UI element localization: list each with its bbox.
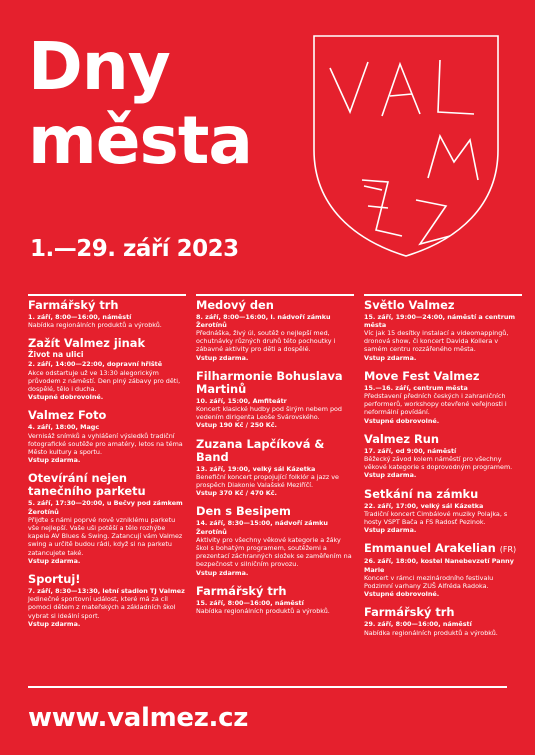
event-description: Vernisáž snímků a vyhlášení výsledků tradiční fotografické soutěže pro amatéry, letos na téma Město kultury a sportu.: [28, 431, 183, 457]
event-when: 17. září, od 9:00, náměstí: [364, 446, 457, 455]
event-title-text: Farmářský trh: [28, 297, 119, 312]
event-title-note: (FR): [499, 545, 517, 555]
event-title-text: Zuzana Lapčíková & Band: [196, 436, 325, 464]
event-title: [196, 370, 354, 396]
event-item: [28, 409, 186, 464]
event-description: Aktivity pro všechny věkové kategorie a žáky škol s bohatým programem, soutěžemi a prezentací záchranných složek se zaměřením na bezpečnost v silničním provozu.: [196, 535, 352, 569]
event-when: 2. září, 14:00—22:00, dopravní hřiště: [28, 360, 163, 369]
event-title: [28, 573, 186, 586]
event-title: [364, 542, 522, 556]
event-title-text: Světlo Valmez: [364, 297, 455, 312]
event-when: 14. září, 8:30—15:00, nádvoří zámku Žerotínů: [196, 519, 328, 536]
event-when: 26. září, 18:00, kostel Nanebevzetí Panny Marie: [364, 557, 514, 574]
event-title: [196, 299, 354, 312]
event-title-text: Farmářský trh: [364, 605, 455, 620]
event-title: [28, 337, 186, 350]
event-description: Nabídka regionálních produktů a výrobků.: [196, 606, 330, 615]
event-entry: Vstup zdarma.: [364, 526, 417, 535]
event-title-text: Filharmonie Bohuslava Martinů: [196, 368, 343, 396]
title-line-2: města: [28, 102, 252, 179]
event-title-text: Valmez Run: [364, 431, 439, 446]
event-title: [364, 370, 522, 383]
event-description: Koncert klasické hudby pod širým nebem pod vedením dirigenta Leoše Svárovského.: [196, 404, 342, 422]
event-when: 8. září, 8:00—16:00, I. nádvoří zámku Žerotínů: [196, 312, 331, 329]
event-title: [364, 488, 522, 501]
event-entry: Vstup zdarma.: [196, 568, 249, 577]
event-when: 13. září, 19:00, velký sál Kázetka: [196, 464, 316, 473]
event-when: 22. září, 17:00, velký sál Kázetka: [364, 501, 484, 510]
event-description: Jedinečné sportovní událost, které má za cíl pomoci dětem z mateřských a základních škol vybrat si ideální sport.: [28, 595, 176, 620]
event-item: [364, 299, 522, 362]
event-description: Běžecký závod kolem náměstí pro všechny věkové kategorie s doprovodným programem.: [364, 454, 513, 472]
event-title-text: Move Fest Valmez: [364, 368, 480, 383]
event-entry: Vstup zdarma.: [28, 619, 81, 628]
event-item: [364, 370, 522, 425]
event-title-text: Zažít Valmez jinak: [28, 335, 146, 350]
event-title-text: Otevírání nejen tanečního parketu: [28, 471, 146, 499]
event-description: Nabídka regionálních produktů a výrobků.: [364, 628, 498, 637]
event-description: Víc jak 15 desítky instalací a videomappingů, dronová show, či koncert Davida Kollera v samém centru rozzářeného města.: [364, 328, 509, 354]
event-item: [28, 337, 186, 402]
event-item: [196, 585, 354, 615]
event-entry: Vstup zdarma.: [196, 353, 249, 362]
event-entry: Vstupné dobrovolné.: [364, 416, 440, 425]
event-item: [196, 370, 354, 430]
event-title-text: Emmanuel Arakelian: [364, 541, 496, 556]
event-title-text: Valmez Foto: [28, 408, 107, 423]
event-when: 15.—16. září, centrum města: [364, 383, 468, 392]
event-item: [364, 488, 522, 535]
program-column-3: [364, 294, 522, 645]
event-title-text: Farmářský trh: [196, 583, 287, 598]
event-description: Benefiční koncert propojující folklór a jazz ve prospěch Diakonie Valašské Meziříčí.: [196, 472, 339, 489]
event-item: [28, 472, 186, 565]
event-title: [28, 472, 186, 498]
event-when: 15. září, 19:00—24:00, náměstí a centrum města: [364, 312, 516, 329]
website-link[interactable]: www.valmez.cz: [28, 703, 249, 733]
event-entry: Vstupné dobrovolné.: [364, 590, 440, 599]
valmez-crest-logo: [308, 30, 504, 262]
event-dates: 1.—29. září 2023: [30, 236, 239, 262]
event-description: Představení předních českých i zahraničních performerů, workshopy otevřené veřejnosti i neformální povídání.: [364, 391, 507, 417]
event-when: 10. září, 15:00, Amfiteátr: [196, 396, 287, 405]
event-entry: Vstup 370 Kč / 470 Kč.: [196, 489, 277, 498]
event-entry: Vstup zdarma.: [364, 471, 417, 480]
event-entry: Vstup zdarma.: [364, 353, 417, 362]
event-item: [364, 433, 522, 480]
event-item: [196, 299, 354, 362]
event-title: [28, 409, 186, 422]
event-item: [364, 606, 522, 636]
event-subtitle: Život na ulici: [28, 349, 84, 359]
page-title: [28, 30, 252, 178]
event-title-text: Medový den: [196, 297, 274, 312]
event-item: [28, 299, 186, 329]
event-title-text: Setkání na zámku: [364, 486, 479, 501]
event-title: [28, 299, 186, 312]
event-item: [196, 505, 354, 576]
event-when: 5. září, 17:30—20:00, u Bečvy pod zámkem Žerotínů: [28, 499, 183, 516]
event-title: [196, 585, 354, 598]
event-entry: Vstup zdarma.: [28, 556, 81, 565]
event-description: Tradiční koncert Cimbálové muziky Polajka, s hosty VSPT Bača a FS Radosť Pezinok.: [364, 509, 508, 526]
event-entry: Vstup zdarma.: [28, 456, 81, 465]
event-title: [364, 299, 522, 312]
event-title-text: Den s Besipem: [196, 504, 291, 519]
event-description: Koncert v rámci mezinárodního festivalu Podzimní varhany ZUŠ Alfréda Radoka.: [364, 573, 494, 590]
event-title: [196, 505, 354, 518]
event-when: 15. září, 8:00—16:00, náměstí: [196, 598, 304, 607]
event-entry: Vstupné dobrovolné.: [28, 393, 104, 402]
event-entry: Vstup 190 Kč / 250 Kč.: [196, 421, 277, 430]
event-item: [364, 542, 522, 598]
event-item: [196, 438, 354, 498]
event-description: Akce odstartuje už ve 13:30 alegorickým průvodem z náměstí. Den plný zábavy pro děti, dospělé, tělo i ducha.: [28, 368, 181, 394]
event-title-text: Sportuj!: [28, 572, 81, 587]
event-description: Přijďte s námi poprvé nově vzniklému parketu vše nejlepší. Vaše uši potěší a tělo rozhýbe kapela AV Blues & Swing. Zatancují vám Valmez swing a určitě budou rádi, když si na parketu zatancujete také.: [28, 515, 183, 557]
title-line-1: Dny: [28, 28, 170, 105]
event-description: Přednáška, živý úl, soutěž o nejlepší med, ochutnávky různých druhů této pochoutky i zábavné aktivity pro děti a dospělé.: [196, 328, 336, 354]
event-when: 7. září, 8:30—13:30, letní stadion TJ Valmez: [28, 587, 185, 596]
event-when: 1. září, 8:00—16:00, náměstí: [28, 312, 132, 321]
event-title: [364, 433, 522, 446]
event-title: [196, 438, 354, 464]
footer-divider: [28, 686, 507, 688]
event-description: Nabídka regionálních produktů a výrobků.: [28, 320, 162, 329]
event-item: [28, 573, 186, 628]
program-column-1: [28, 294, 186, 636]
event-when: 29. září, 8:00—16:00, náměstí: [364, 620, 472, 629]
program-column-2: [196, 294, 354, 623]
event-title: [364, 606, 522, 619]
event-when: 4. září, 18:00, Magc: [28, 423, 100, 432]
